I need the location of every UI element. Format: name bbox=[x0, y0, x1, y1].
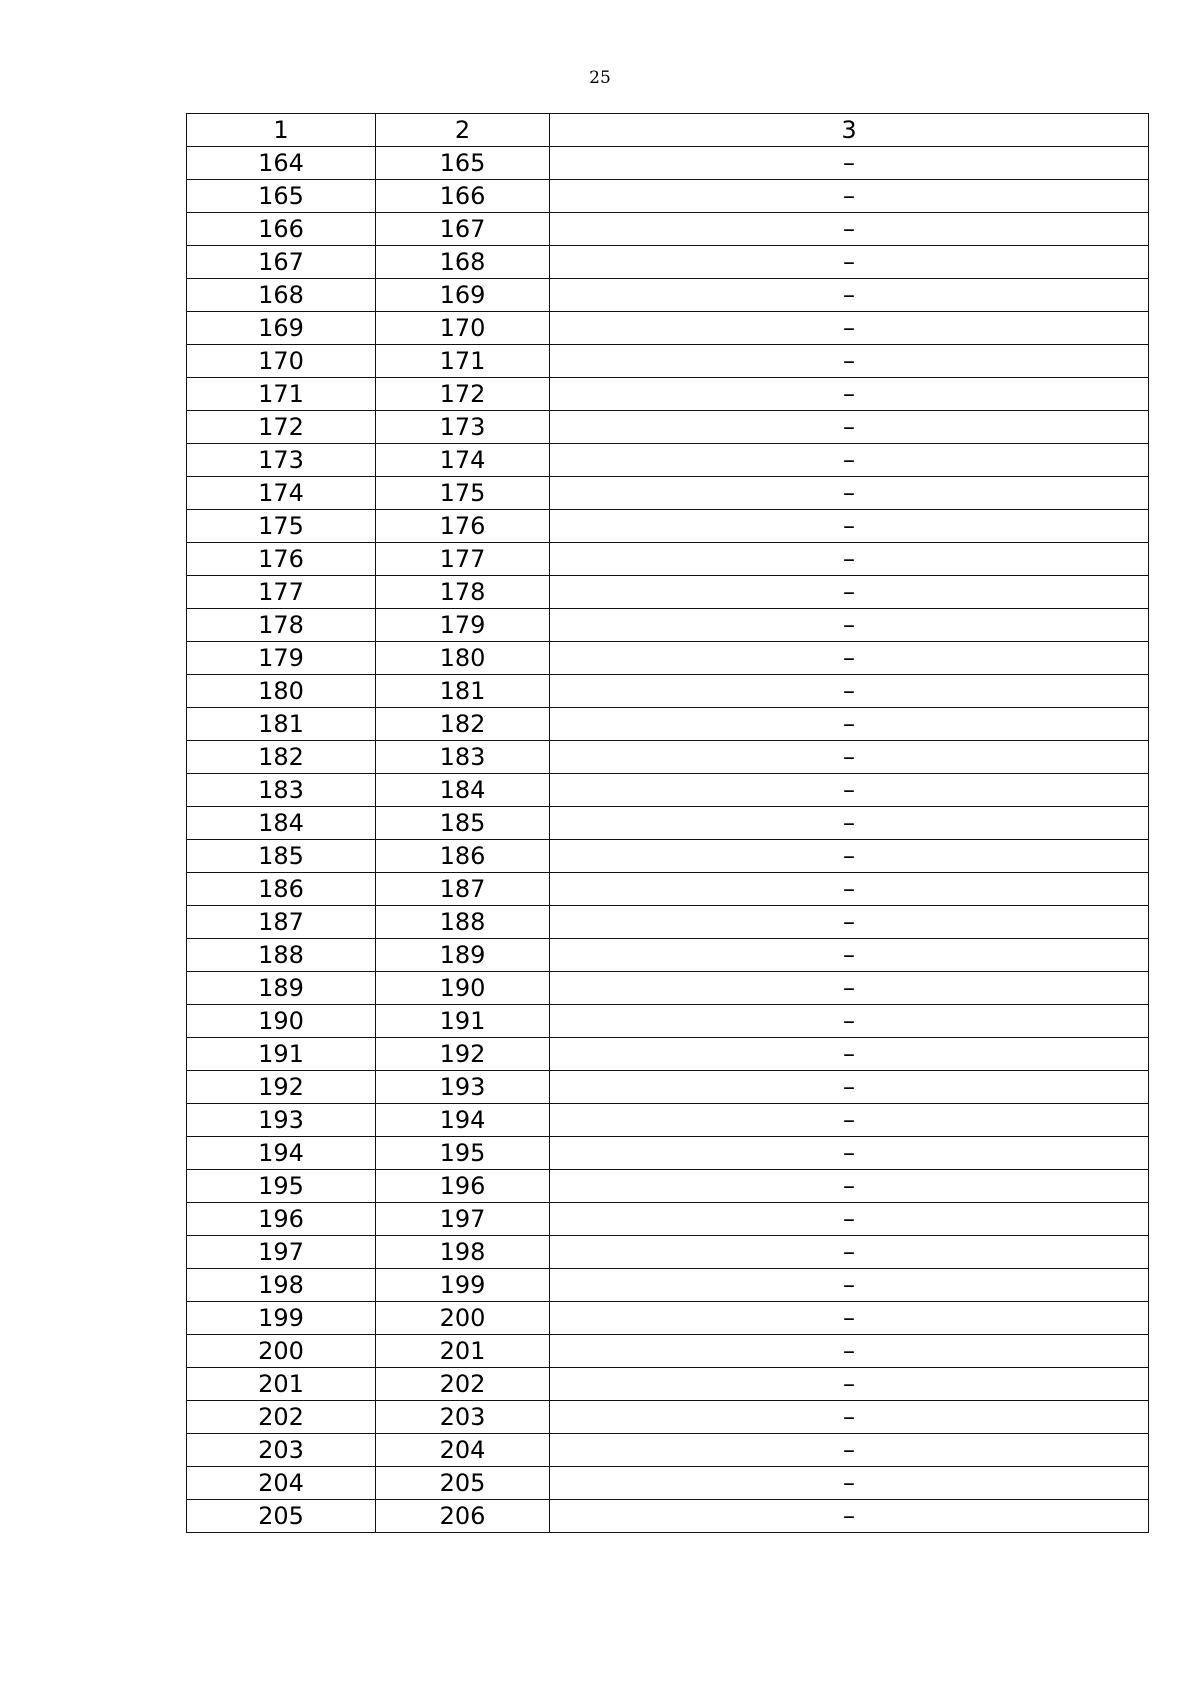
table-cell: 190 bbox=[187, 1005, 376, 1038]
table-cell: 169 bbox=[187, 312, 376, 345]
table-cell: – bbox=[550, 180, 1149, 213]
table-cell: 172 bbox=[187, 411, 376, 444]
table-cell: 185 bbox=[376, 807, 550, 840]
table-row bbox=[187, 180, 1149, 213]
column-header: 2 bbox=[376, 114, 550, 147]
table-cell: 204 bbox=[187, 1467, 376, 1500]
table-cell: 168 bbox=[376, 246, 550, 279]
table-cell: 173 bbox=[187, 444, 376, 477]
table-cell: 193 bbox=[187, 1104, 376, 1137]
column-header: 3 bbox=[550, 114, 1149, 147]
table-cell: 191 bbox=[187, 1038, 376, 1071]
table-cell: 193 bbox=[376, 1071, 550, 1104]
table-cell: – bbox=[550, 1401, 1149, 1434]
table-cell: 166 bbox=[187, 213, 376, 246]
table-cell: 165 bbox=[187, 180, 376, 213]
table-cell: 178 bbox=[376, 576, 550, 609]
table-row bbox=[187, 1104, 1149, 1137]
table-cell: – bbox=[550, 675, 1149, 708]
table-cell: 196 bbox=[187, 1203, 376, 1236]
table-row bbox=[187, 675, 1149, 708]
table-cell: – bbox=[550, 246, 1149, 279]
table-cell: 183 bbox=[187, 774, 376, 807]
table-row bbox=[187, 1467, 1149, 1500]
table-cell: – bbox=[550, 411, 1149, 444]
table-cell: – bbox=[550, 1038, 1149, 1071]
table-cell: – bbox=[550, 147, 1149, 180]
table-row bbox=[187, 345, 1149, 378]
table-cell: 170 bbox=[187, 345, 376, 378]
table-row bbox=[187, 444, 1149, 477]
table-cell: – bbox=[550, 1467, 1149, 1500]
table-cell: 180 bbox=[376, 642, 550, 675]
table-header-row bbox=[187, 114, 1149, 147]
table-cell: 171 bbox=[187, 378, 376, 411]
table-cell: 174 bbox=[187, 477, 376, 510]
table-cell: 195 bbox=[187, 1170, 376, 1203]
table-cell: 206 bbox=[376, 1500, 550, 1533]
table-row bbox=[187, 1434, 1149, 1467]
table-row bbox=[187, 642, 1149, 675]
data-table bbox=[186, 113, 1149, 1533]
table-row bbox=[187, 609, 1149, 642]
table-cell: – bbox=[550, 609, 1149, 642]
table-cell: – bbox=[550, 213, 1149, 246]
table-cell: 169 bbox=[376, 279, 550, 312]
table-cell: 164 bbox=[187, 147, 376, 180]
table-cell: – bbox=[550, 444, 1149, 477]
table-row bbox=[187, 213, 1149, 246]
table-cell: 166 bbox=[376, 180, 550, 213]
table-row bbox=[187, 378, 1149, 411]
table-cell: 167 bbox=[187, 246, 376, 279]
table-row bbox=[187, 1401, 1149, 1434]
table-row bbox=[187, 411, 1149, 444]
table-row bbox=[187, 1137, 1149, 1170]
table-cell: 175 bbox=[376, 477, 550, 510]
table-row bbox=[187, 774, 1149, 807]
table-cell: 202 bbox=[187, 1401, 376, 1434]
table-cell: 196 bbox=[376, 1170, 550, 1203]
table-cell: 200 bbox=[376, 1302, 550, 1335]
table-cell: 173 bbox=[376, 411, 550, 444]
table-cell: 205 bbox=[187, 1500, 376, 1533]
table-cell: – bbox=[550, 807, 1149, 840]
table-cell: 177 bbox=[376, 543, 550, 576]
table-cell: 181 bbox=[187, 708, 376, 741]
page-number: 25 bbox=[589, 68, 611, 88]
table-cell: – bbox=[550, 1170, 1149, 1203]
table-cell: – bbox=[550, 378, 1149, 411]
table-cell: 198 bbox=[187, 1269, 376, 1302]
table-row bbox=[187, 873, 1149, 906]
table-row bbox=[187, 1368, 1149, 1401]
table-row bbox=[187, 246, 1149, 279]
table-cell: – bbox=[550, 1302, 1149, 1335]
table-cell: 197 bbox=[376, 1203, 550, 1236]
table-row bbox=[187, 543, 1149, 576]
table-body bbox=[187, 114, 1149, 1533]
table-cell: – bbox=[550, 312, 1149, 345]
table-cell: 195 bbox=[376, 1137, 550, 1170]
table-cell: 194 bbox=[376, 1104, 550, 1137]
table-row bbox=[187, 1005, 1149, 1038]
table-cell: – bbox=[550, 1104, 1149, 1137]
table-cell: – bbox=[550, 972, 1149, 1005]
table-cell: – bbox=[550, 345, 1149, 378]
table-cell: – bbox=[550, 576, 1149, 609]
table-cell: 181 bbox=[376, 675, 550, 708]
table-cell: – bbox=[550, 279, 1149, 312]
table-cell: 180 bbox=[187, 675, 376, 708]
table-cell: – bbox=[550, 774, 1149, 807]
table-cell: – bbox=[550, 642, 1149, 675]
table-row bbox=[187, 1203, 1149, 1236]
table-row bbox=[187, 147, 1149, 180]
table-cell: 165 bbox=[376, 147, 550, 180]
table-cell: 198 bbox=[376, 1236, 550, 1269]
table-cell: 170 bbox=[376, 312, 550, 345]
table-cell: 203 bbox=[187, 1434, 376, 1467]
table-row bbox=[187, 1335, 1149, 1368]
table-cell: – bbox=[550, 1269, 1149, 1302]
table-cell: – bbox=[550, 1236, 1149, 1269]
table-row bbox=[187, 1500, 1149, 1533]
table-cell: – bbox=[550, 873, 1149, 906]
table-row bbox=[187, 477, 1149, 510]
table-cell: – bbox=[550, 840, 1149, 873]
table-cell: 178 bbox=[187, 609, 376, 642]
table-cell: 201 bbox=[376, 1335, 550, 1368]
table-cell: 189 bbox=[376, 939, 550, 972]
table-cell: 168 bbox=[187, 279, 376, 312]
table-cell: 200 bbox=[187, 1335, 376, 1368]
table-cell: 188 bbox=[376, 906, 550, 939]
table-row bbox=[187, 939, 1149, 972]
table-cell: 194 bbox=[187, 1137, 376, 1170]
table-cell: 182 bbox=[187, 741, 376, 774]
table-cell: 186 bbox=[376, 840, 550, 873]
table-cell: 197 bbox=[187, 1236, 376, 1269]
table-row bbox=[187, 1302, 1149, 1335]
table-cell: 174 bbox=[376, 444, 550, 477]
table-cell: 203 bbox=[376, 1401, 550, 1434]
table-cell: – bbox=[550, 939, 1149, 972]
table-row bbox=[187, 1071, 1149, 1104]
table-cell: 171 bbox=[376, 345, 550, 378]
table-cell: 204 bbox=[376, 1434, 550, 1467]
table-cell: – bbox=[550, 906, 1149, 939]
table-row bbox=[187, 1038, 1149, 1071]
table-cell: 185 bbox=[187, 840, 376, 873]
table-cell: 202 bbox=[376, 1368, 550, 1401]
table-row bbox=[187, 807, 1149, 840]
table-cell: 199 bbox=[187, 1302, 376, 1335]
column-header: 1 bbox=[187, 114, 376, 147]
table-cell: 179 bbox=[376, 609, 550, 642]
table-cell: 183 bbox=[376, 741, 550, 774]
table-cell: – bbox=[550, 1368, 1149, 1401]
table-cell: – bbox=[550, 543, 1149, 576]
table-cell: 177 bbox=[187, 576, 376, 609]
table-cell: 172 bbox=[376, 378, 550, 411]
table-cell: – bbox=[550, 1071, 1149, 1104]
table-row bbox=[187, 279, 1149, 312]
table-cell: – bbox=[550, 1500, 1149, 1533]
table-cell: 205 bbox=[376, 1467, 550, 1500]
table-cell: 201 bbox=[187, 1368, 376, 1401]
table-cell: 186 bbox=[187, 873, 376, 906]
table-row bbox=[187, 906, 1149, 939]
table-row bbox=[187, 840, 1149, 873]
table-cell: 188 bbox=[187, 939, 376, 972]
table-row bbox=[187, 1236, 1149, 1269]
table-row bbox=[187, 741, 1149, 774]
table-row bbox=[187, 708, 1149, 741]
table-row bbox=[187, 972, 1149, 1005]
table-cell: 179 bbox=[187, 642, 376, 675]
table-row bbox=[187, 1269, 1149, 1302]
table-cell: 184 bbox=[376, 774, 550, 807]
table-cell: 192 bbox=[376, 1038, 550, 1071]
table-cell: – bbox=[550, 1005, 1149, 1038]
table-cell: – bbox=[550, 708, 1149, 741]
table-cell: 190 bbox=[376, 972, 550, 1005]
table-row bbox=[187, 1170, 1149, 1203]
table-row bbox=[187, 576, 1149, 609]
table-cell: 167 bbox=[376, 213, 550, 246]
table-cell: – bbox=[550, 477, 1149, 510]
table-cell: 182 bbox=[376, 708, 550, 741]
table-row bbox=[187, 312, 1149, 345]
table-cell: 176 bbox=[376, 510, 550, 543]
table-cell: 184 bbox=[187, 807, 376, 840]
table-cell: – bbox=[550, 1137, 1149, 1170]
table-cell: 187 bbox=[187, 906, 376, 939]
table-cell: 192 bbox=[187, 1071, 376, 1104]
table-cell: – bbox=[550, 1434, 1149, 1467]
table-cell: 187 bbox=[376, 873, 550, 906]
table-cell: 176 bbox=[187, 543, 376, 576]
table-cell: 199 bbox=[376, 1269, 550, 1302]
table-row bbox=[187, 510, 1149, 543]
table-cell: – bbox=[550, 741, 1149, 774]
table-cell: – bbox=[550, 510, 1149, 543]
table-cell: 191 bbox=[376, 1005, 550, 1038]
table-cell: 189 bbox=[187, 972, 376, 1005]
table-cell: 175 bbox=[187, 510, 376, 543]
table-cell: – bbox=[550, 1203, 1149, 1236]
table-cell: – bbox=[550, 1335, 1149, 1368]
